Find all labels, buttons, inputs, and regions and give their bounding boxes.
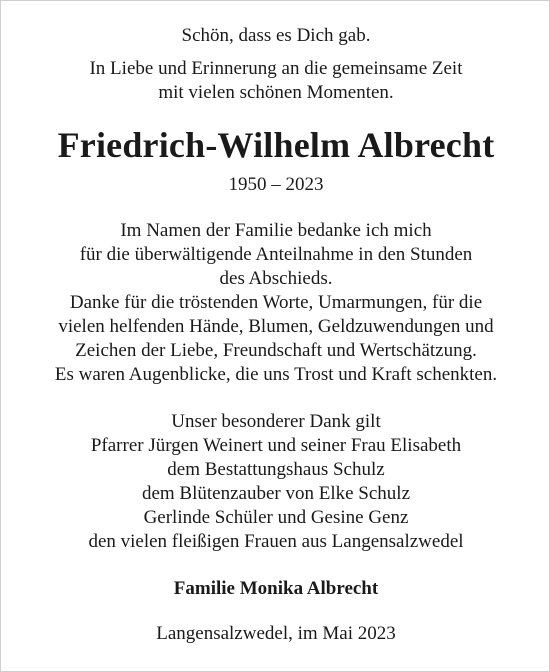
intro-line-2: In Liebe und Erinnerung an die gemeinsame Zeit bbox=[89, 58, 463, 79]
intro-line-3: mit vielen schönen Momenten. bbox=[158, 82, 394, 103]
thanks-line-4: Danke für die tröstenden Worte, Umarmungen, für die bbox=[69, 292, 483, 313]
special-thanks-line-2: Pfarrer Jürgen Weinert und seiner Frau Elisabeth bbox=[90, 435, 462, 456]
special-thanks-line-6: den vielen fleißigen Frauen aus Langensalzwedel bbox=[88, 531, 464, 552]
special-thanks-line-4: dem Blütenzauber von Elke Schulz bbox=[141, 483, 411, 504]
thanks-line-7: Es waren Augenblicke, die uns Trost und Kraft schenkten. bbox=[54, 364, 498, 385]
thanks-line-1: Im Namen der Familie bedanke ich mich bbox=[120, 220, 432, 241]
deceased-name: Friedrich-Wilhelm Albrecht bbox=[57, 125, 495, 165]
special-thanks-line-5: Gerlinde Schüler und Gesine Genz bbox=[143, 507, 409, 528]
thanks-line-3: des Abschieds. bbox=[219, 268, 333, 289]
special-thanks-line-3: dem Bestattungshaus Schulz bbox=[167, 459, 385, 480]
life-years: 1950 – 2023 bbox=[228, 174, 324, 195]
special-thanks-line-1: Unser besonderer Dank gilt bbox=[171, 411, 381, 432]
thanks-line-2: für die überwältigende Anteilnahme in den Stunden bbox=[79, 244, 473, 265]
thanks-line-6: Zeichen der Liebe, Freundschaft und Wertschätzung. bbox=[75, 340, 477, 361]
place-date: Langensalzwedel, im Mai 2023 bbox=[156, 623, 396, 644]
intro-line-1: Schön, dass es Dich gab. bbox=[181, 25, 371, 46]
signature: Familie Monika Albrecht bbox=[173, 578, 379, 599]
thanks-line-5: vielen helfenden Hände, Blumen, Geldzuwendungen und bbox=[58, 316, 494, 337]
